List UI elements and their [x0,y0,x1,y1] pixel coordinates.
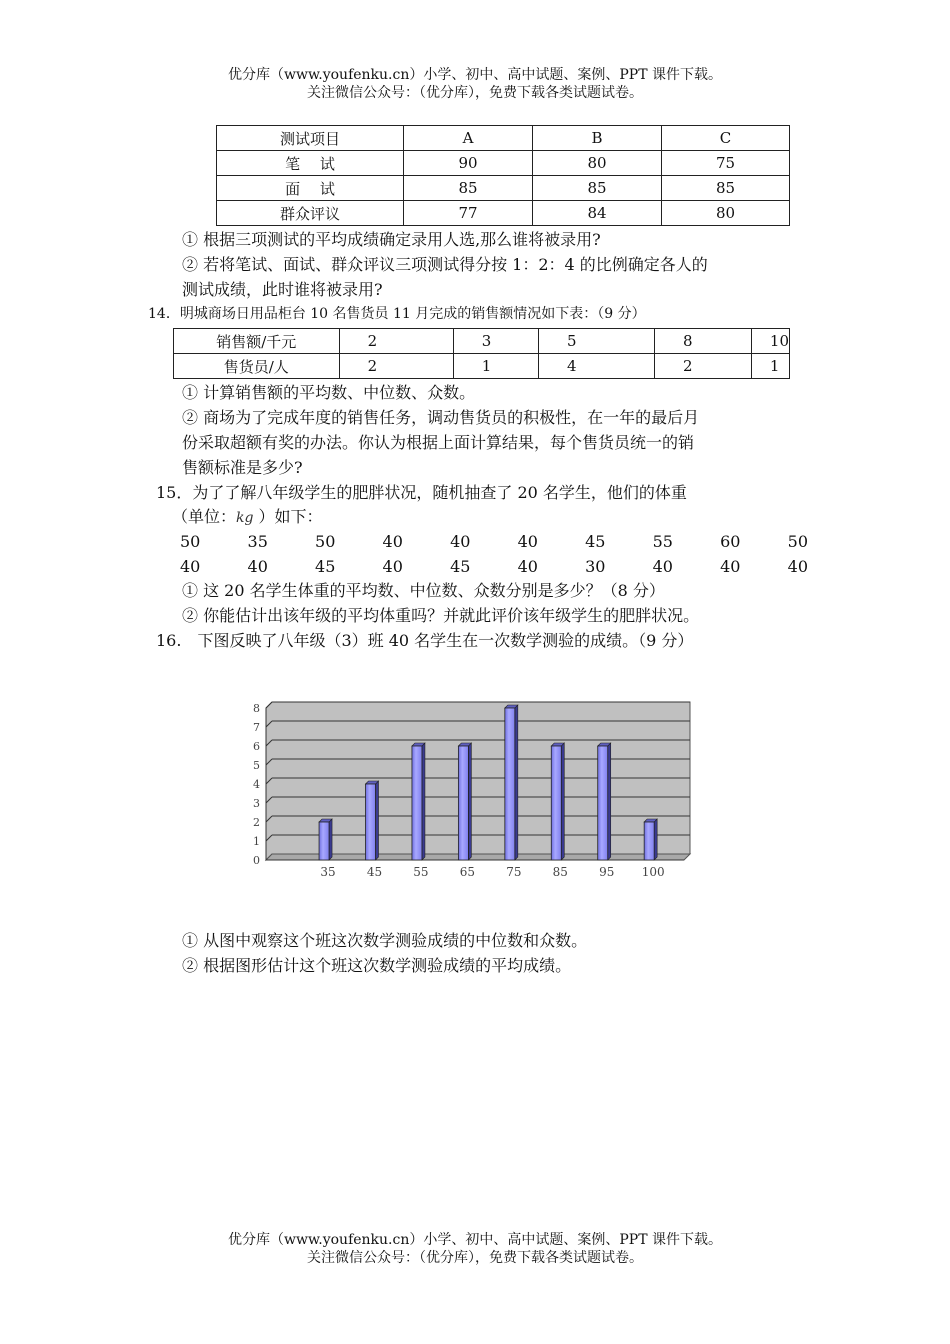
y-tick-label: 8 [253,702,260,715]
weight-value: 45 [585,532,606,551]
q15-unit-suffix: ）如下： [253,507,323,526]
table-cell: 85 [533,176,662,201]
table-cell: 84 [533,201,662,226]
table-header-cell: 测试项目 [217,126,404,151]
q14-title: 14．明城商场日用品柜台 10 名售货员 11 月完成的销售额情况如下表：（9 分） [148,306,646,322]
table-row [217,151,790,176]
weight-value: 50 [180,532,201,551]
x-tick-label: 45 [366,865,383,879]
x-tick-label: 35 [320,865,336,879]
table-row [174,329,790,354]
sales-table [173,328,790,379]
table-header-cell: A [404,126,533,151]
y-tick-label: 0 [253,854,260,867]
weight-value: 40 [382,557,403,576]
y-tick-label: 1 [253,835,260,848]
weight-value: 40 [787,557,808,576]
bar-side [515,705,518,860]
weight-value: 40 [450,532,471,551]
weight-value: 40 [247,557,268,576]
weight-value: 50 [787,532,808,551]
q13-sub1: ① 根据三项测试的平均成绩确定录用人选,那么谁将被录用? [182,230,601,249]
weights-row-1 [180,532,808,551]
table-cell: 80 [662,201,790,226]
table-cell: 1 [751,354,789,379]
y-tick-label: 2 [253,816,260,829]
weight-value: 55 [652,532,673,551]
q15-sub2: ② 你能估计出该年级的平均体重吗？并就此评价该年级学生的肥胖状况。 [182,606,700,625]
table-cell: 3 [453,329,538,354]
y-tick-label: 6 [253,740,260,753]
bar-side [468,743,471,860]
x-tick-label: 65 [459,865,476,879]
header-line-1: 优分库（www.youfenku.cn）小学、初中、高中试题、案例、PPT 课件下载。 [227,67,722,83]
footer-line-1: 优分库（www.youfenku.cn）小学、初中、高中试题、案例、PPT 课件下载。 [227,1232,722,1248]
x-tick-label: 85 [552,865,568,879]
weight-value: 40 [517,557,538,576]
table-cell: 1 [453,354,538,379]
table-cell: 4 [538,354,654,379]
bar-side [654,819,657,860]
q14-sub2-line3: 售额标准是多少? [182,458,303,477]
table-row-label: 销售额/千元 [174,329,340,354]
table-cell: 10 [751,329,789,354]
q16-sub1: ① 从图中观察这个班这次数学测验成绩的中位数和众数。 [182,931,588,950]
q13-sub2-line2: 测试成绩，此时谁将被录用? [182,280,383,299]
table-cell: 77 [404,201,533,226]
weight-value: 40 [517,532,538,551]
table-header-row [217,126,790,151]
table-cell: 2 [339,329,453,354]
x-tick-labels [320,865,664,879]
q14-sub2-line2: 份采取超额有奖的办法。你认为根据上面计算结果，每个售货员统一的销 [182,433,695,452]
bar [598,746,608,860]
page-footer [0,1231,950,1267]
bar-side [376,781,379,860]
table-cell: 85 [662,176,790,201]
y-tick-label: 7 [253,721,260,734]
weight-value: 50 [315,532,336,551]
y-tick-label: 3 [253,797,260,810]
test-scores-table [216,125,790,226]
bar [319,822,329,860]
weight-value: 40 [720,557,741,576]
q15-line2 [172,506,323,529]
table-cell: 8 [655,329,752,354]
weight-value: 45 [315,557,336,576]
weight-value: 30 [585,557,606,576]
score-bar-chart [240,696,700,886]
page-header [0,66,950,102]
table-row [217,201,790,226]
table-cell: 85 [404,176,533,201]
weight-value: 35 [247,532,268,551]
bar-side [608,743,611,860]
bar [505,708,515,860]
x-tick-label: 55 [413,865,429,879]
q13-sub2-line1: ② 若将笔试、面试、群众评议三项测试得分按 1：2：4 的比例确定各人的 [182,255,708,274]
table-cell: 5 [538,329,654,354]
header-line-2: 关注微信公众号：（优分库），免费下载各类试题试卷。 [307,85,643,101]
table-cell: 面 试 [217,176,404,201]
q14-sub2-line1: ② 商场为了完成年度的销售任务，调动售货员的积极性，在一年的最后月 [182,408,700,427]
table-cell: 群众评议 [217,201,404,226]
q15-sub1: ① 这 20 名学生体重的平均数、中位数、众数分别是多少？（8 分） [182,581,665,600]
q16-title: 16. 下图反映了八年级（3）班 40 名学生在一次数学测验的成绩。（9 分） [156,631,694,650]
y-tick-label: 5 [253,759,260,772]
bar [644,822,654,860]
weight-value: 60 [720,532,741,551]
table-header-cell: C [662,126,790,151]
table-cell: 80 [533,151,662,176]
q15-line1: 15．为了了解八年级学生的肥胖状况，随机抽查了 20 名学生，他们的体重 [156,483,687,502]
weight-value: 45 [450,557,471,576]
footer-line-2: 关注微信公众号：（优分库），免费下载各类试题试卷。 [307,1250,643,1266]
q16-sub2: ② 根据图形估计这个班这次数学测验成绩的平均成绩。 [182,956,572,975]
y-tick-labels [253,702,260,867]
weight-value: 40 [652,557,673,576]
table-row [217,176,790,201]
x-tick-label: 95 [599,865,615,879]
weight-value: 40 [180,557,201,576]
table-cell: 2 [339,354,453,379]
weight-value: 40 [382,532,403,551]
bar-side [561,743,564,860]
table-cell: 90 [404,151,533,176]
x-tick-label: 75 [506,865,522,879]
table-row [174,354,790,379]
bar [412,746,422,860]
x-tick-label: 100 [641,865,665,879]
y-tick-label: 4 [253,778,260,791]
table-header-cell: B [533,126,662,151]
q14-sub1: ① 计算销售额的平均数、中位数、众数。 [182,383,476,402]
bar [551,746,561,860]
bar-side [422,743,425,860]
table-cell: 75 [662,151,790,176]
q15-unit: kg [236,510,254,526]
table-cell: 笔 试 [217,151,404,176]
bar [366,784,376,860]
table-row-label: 售货员/人 [174,354,340,379]
bar [458,746,468,860]
table-cell: 2 [655,354,752,379]
weights-row-2 [180,557,808,576]
bar-side [329,819,332,860]
q15-unit-prefix: （单位： [172,507,237,526]
